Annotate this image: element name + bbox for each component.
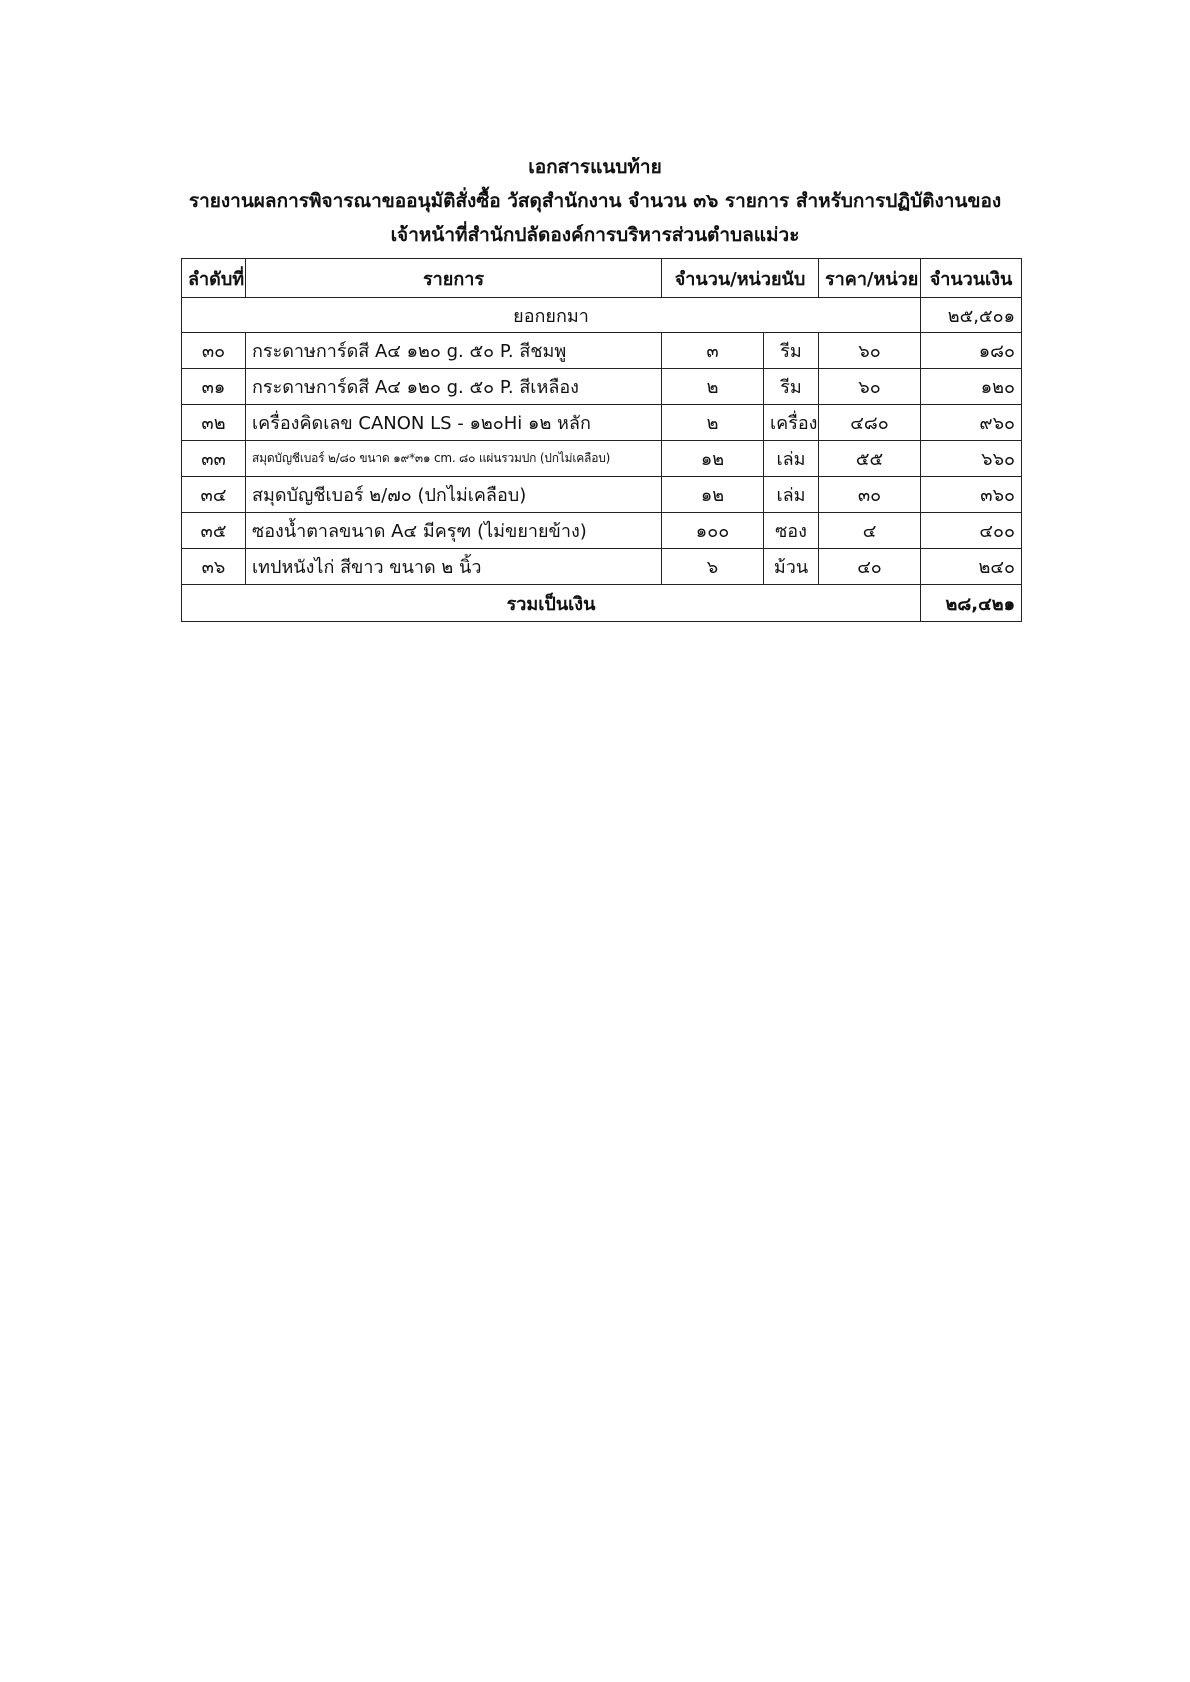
row-qty: ๓ xyxy=(662,333,764,369)
row-price: ๓๐ xyxy=(819,477,921,513)
row-price: ๔ xyxy=(819,513,921,549)
table-row xyxy=(182,477,1022,513)
row-amount: ๒๔๐ xyxy=(921,549,1022,585)
table-row xyxy=(182,369,1022,405)
carried-forward-label: ยอกยกมา xyxy=(182,298,921,333)
row-item: กระดาษการ์ดสี A๔ ๑๒๐ g. ๕๐ P. สีเหลือง xyxy=(246,369,662,405)
header-item: รายการ xyxy=(246,259,662,298)
header-price: ราคา/หน่วย xyxy=(819,259,921,298)
row-no: ๓๓ xyxy=(182,441,246,477)
row-unit: เล่ม xyxy=(764,477,819,513)
row-qty: ๒ xyxy=(662,369,764,405)
row-unit: ม้วน xyxy=(764,549,819,585)
total-row xyxy=(182,585,1022,622)
total-label: รวมเป็นเงิน xyxy=(182,585,921,622)
row-no: ๓๖ xyxy=(182,549,246,585)
row-unit: รีม xyxy=(764,333,819,369)
table-row xyxy=(182,405,1022,441)
row-amount: ๓๖๐ xyxy=(921,477,1022,513)
row-item: กระดาษการ์ดสี A๔ ๑๒๐ g. ๕๐ P. สีชมพู xyxy=(246,333,662,369)
row-unit: ซอง xyxy=(764,513,819,549)
row-qty: ๑๒ xyxy=(662,441,764,477)
document-title: เอกสารแนบท้าย xyxy=(528,156,662,178)
table-row xyxy=(182,441,1022,477)
row-price: ๖๐ xyxy=(819,369,921,405)
row-no: ๓๒ xyxy=(182,405,246,441)
row-amount: ๑๒๐ xyxy=(921,369,1022,405)
items-table xyxy=(181,258,1022,622)
header-qty-unit: จำนวน/หน่วยนับ xyxy=(662,259,819,298)
document-subtitle-continued: เจ้าหน้าที่สำนักปลัดองค์การบริหารส่วนตำบลแม่วะ xyxy=(390,224,800,246)
row-amount: ๙๖๐ xyxy=(921,405,1022,441)
row-no: ๓๐ xyxy=(182,333,246,369)
table-header-row xyxy=(182,259,1022,298)
row-no: ๓๔ xyxy=(182,477,246,513)
header-no: ลำดับที่ xyxy=(182,259,246,298)
row-price: ๖๐ xyxy=(819,333,921,369)
row-qty: ๑๐๐ xyxy=(662,513,764,549)
row-price: ๔๐ xyxy=(819,549,921,585)
row-price: ๔๘๐ xyxy=(819,405,921,441)
row-no: ๓๕ xyxy=(182,513,246,549)
row-unit: รีม xyxy=(764,369,819,405)
table-row xyxy=(182,549,1022,585)
row-amount: ๖๖๐ xyxy=(921,441,1022,477)
row-qty: ๖ xyxy=(662,549,764,585)
row-qty: ๒ xyxy=(662,405,764,441)
document-subtitle: รายงานผลการพิจารณาขออนุมัติสั่งซื้อ วัสดุสำนักงาน จำนวน ๓๖ รายการ สำหรับการปฏิบัติงานของ xyxy=(188,190,1002,212)
row-price: ๕๕ xyxy=(819,441,921,477)
row-item: สมุดบัญชีเบอร์ ๒/๘๐ ขนาด ๑๙*๓๑ cm. ๘๐ แผ่นรวมปก (ปกไม่เคลือบ) xyxy=(246,441,662,477)
table-row xyxy=(182,513,1022,549)
carried-forward-row xyxy=(182,298,1022,333)
header-amount: จำนวนเงิน xyxy=(921,259,1022,298)
row-unit: เครื่อง xyxy=(764,405,819,441)
carried-forward-amount: ๒๕,๕๐๑ xyxy=(921,298,1022,333)
row-item: เครื่องคิดเลข CANON LS - ๑๒๐Hi ๑๒ หลัก xyxy=(246,405,662,441)
table-row xyxy=(182,333,1022,369)
row-item: เทปหนังไก่ สีขาว ขนาด ๒ นิ้ว xyxy=(246,549,662,585)
document-header xyxy=(150,150,1040,252)
row-qty: ๑๒ xyxy=(662,477,764,513)
row-item: ซองน้ำตาลขนาด A๔ มีครุฑ (ไม่ขยายข้าง) xyxy=(246,513,662,549)
total-amount: ๒๘,๔๒๑ xyxy=(921,585,1022,622)
row-amount: ๑๘๐ xyxy=(921,333,1022,369)
row-item: สมุดบัญชีเบอร์ ๒/๗๐ (ปกไม่เคลือบ) xyxy=(246,477,662,513)
row-no: ๓๑ xyxy=(182,369,246,405)
row-unit: เล่ม xyxy=(764,441,819,477)
row-amount: ๔๐๐ xyxy=(921,513,1022,549)
